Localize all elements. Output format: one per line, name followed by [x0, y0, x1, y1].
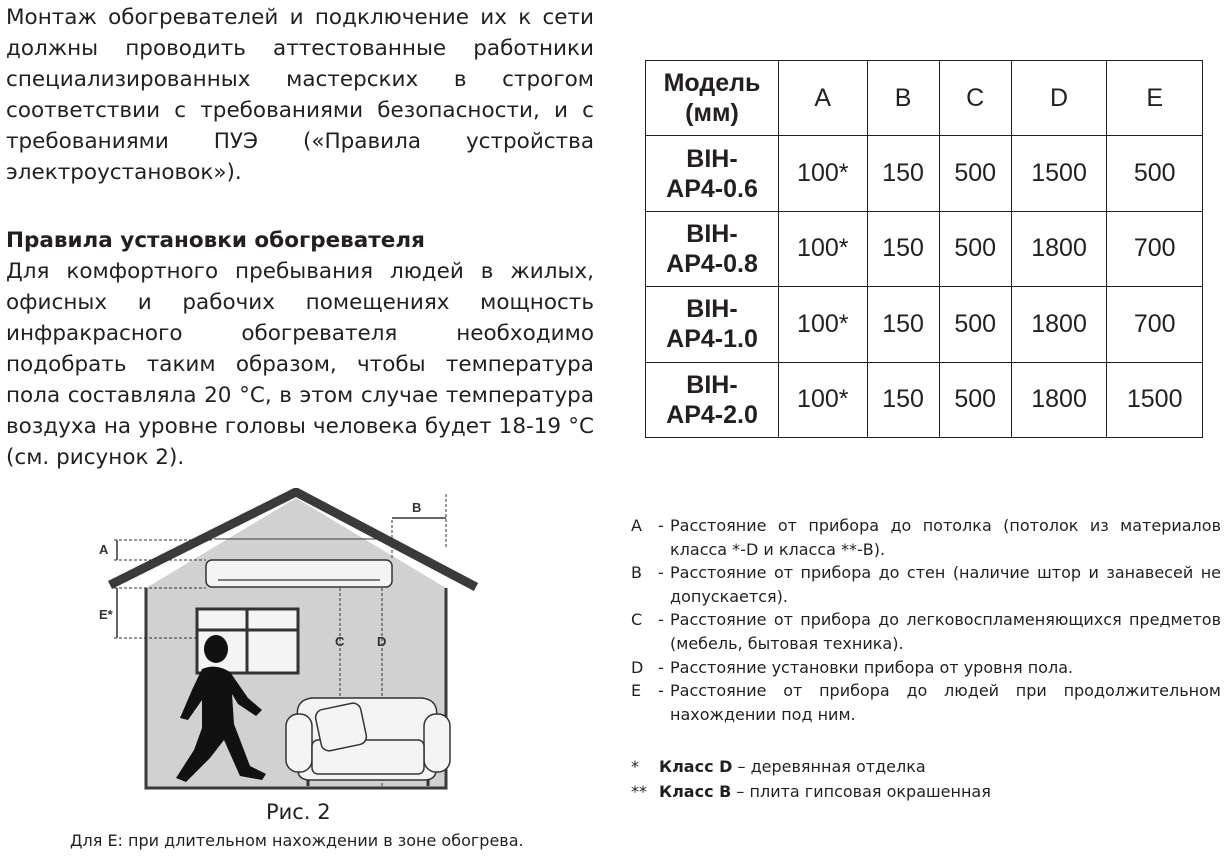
label-d: D [377, 634, 387, 649]
footnote-text [659, 754, 926, 779]
label-b: B [412, 500, 422, 515]
header-model [646, 61, 779, 136]
cell-e: 500 [1107, 136, 1203, 211]
legend-dash: - [658, 681, 664, 701]
table-row [646, 136, 1203, 211]
model-cell [646, 287, 779, 362]
figure-note: Для E: при длительном нахождении в зоне обогрева. [70, 831, 524, 850]
cell-d: 1800 [1011, 287, 1107, 362]
cell-c: 500 [939, 136, 1011, 211]
section-paragraph: Для комфортного пребывания людей в жилых, офисных и рабочих помещениях мощность инфракрасного обогревателя необходимо подобрать таким образом, чтобы температура пола составляла 20 °С, в этом случае температура воздуха на уровне головы человека будет 18-19 °С (см. рисунок 2). [6, 259, 594, 470]
header-model-label: Модель [663, 69, 761, 98]
model-prefix: BIH- [686, 144, 738, 173]
footnotes [631, 754, 991, 804]
label-e: E* [99, 607, 113, 622]
cell-c: 500 [939, 362, 1011, 437]
cell-e: 1500 [1107, 362, 1203, 437]
legend-dash: - [658, 563, 664, 583]
installation-diagram [90, 488, 490, 798]
legend-letter: E [631, 681, 642, 701]
cell-a: 100* [779, 211, 868, 286]
table-row [646, 211, 1203, 286]
footnote-description: – плита гипсовая окрашенная [731, 782, 991, 801]
cell-c: 500 [939, 211, 1011, 286]
model-cell [646, 362, 779, 437]
header-col-d: D [1011, 61, 1107, 136]
legend-letter: C [631, 610, 643, 630]
header-model-unit: (мм) [685, 99, 739, 128]
table-header-row [646, 61, 1203, 136]
sofa-icon [286, 698, 450, 786]
footnote-class-d [631, 754, 991, 779]
footnote-mark: * [631, 757, 639, 776]
model-code: AP4-2.0 [666, 400, 758, 429]
cell-b: 150 [867, 136, 939, 211]
legend-letter: D [631, 657, 644, 677]
cell-e: 700 [1107, 211, 1203, 286]
footnote-class-b [631, 779, 991, 804]
model-prefix: BIH- [686, 295, 738, 324]
cell-d: 1800 [1011, 211, 1107, 286]
legend-text: Расстояние от прибора до легковоспламеняющихся предметов (мебель, бытовая техника). [670, 610, 1221, 653]
cell-a: 100* [779, 287, 868, 362]
cell-d: 1800 [1011, 362, 1107, 437]
legend-item-c [631, 608, 1221, 655]
legend-list [631, 514, 1221, 726]
legend-item-d [631, 656, 1221, 680]
table-row [646, 362, 1203, 437]
cell-c: 500 [939, 287, 1011, 362]
header-col-c: C [939, 61, 1011, 136]
cell-d: 1500 [1011, 136, 1107, 211]
footnote-mark: ** [631, 782, 647, 801]
cell-a: 100* [779, 136, 868, 211]
intro-paragraph: Монтаж обогревателей и подключение их к сети должны проводить аттестованные работники специализированных мастерских в строгом соответствии с требованиями безопасности, и с требованиями ПУЭ («Правила устройства электроустановок»). [6, 5, 594, 185]
header-col-b: B [867, 61, 939, 136]
model-code: AP4-0.8 [666, 249, 758, 278]
model-code: AP4-0.6 [666, 174, 758, 203]
legend-text: Расстояние от прибора до людей при продолжительном нахождении под ним. [670, 681, 1221, 724]
legend-dash: - [658, 610, 664, 630]
model-cell [646, 136, 779, 211]
heater-icon [206, 560, 392, 587]
model-prefix: BIH- [686, 219, 738, 248]
legend-letter: B [631, 563, 642, 583]
footnote-class-label: Класс D [659, 757, 733, 776]
footnote-description: – деревянная отделка [732, 757, 926, 776]
cell-e: 700 [1107, 287, 1203, 362]
legend-item-b [631, 561, 1221, 608]
table-row [646, 287, 1203, 362]
model-code: AP4-1.0 [666, 325, 758, 354]
legend-letter: A [631, 516, 642, 535]
cell-a: 100* [779, 362, 868, 437]
header-col-e: E [1107, 61, 1203, 136]
label-c: C [335, 634, 345, 649]
distance-table [645, 60, 1203, 438]
cell-b: 150 [867, 211, 939, 286]
footnote-class-label: Класс B [659, 782, 732, 801]
model-prefix: BIH- [686, 370, 738, 399]
legend-item-e [631, 679, 1221, 726]
label-a: A [99, 542, 109, 557]
header-col-a: A [779, 61, 868, 136]
legend-text: Расстояние от прибора до потолка (потолок из материалов класса *-D и класса **-B). [670, 516, 1221, 559]
figure-caption: Рис. 2 [266, 800, 331, 824]
model-cell [646, 211, 779, 286]
section-heading: Правила установки обогревателя [6, 228, 425, 253]
legend-dash: - [658, 516, 664, 535]
legend-text: Расстояние установки прибора от уровня пола. [670, 657, 1074, 677]
legend-dash: - [658, 657, 664, 677]
legend-item-a [631, 514, 1221, 561]
cell-b: 150 [867, 362, 939, 437]
legend-text: Расстояние от прибора до стен (наличие штор и занавесей не допускается). [670, 563, 1221, 606]
cell-b: 150 [867, 287, 939, 362]
footnote-text [659, 779, 991, 804]
